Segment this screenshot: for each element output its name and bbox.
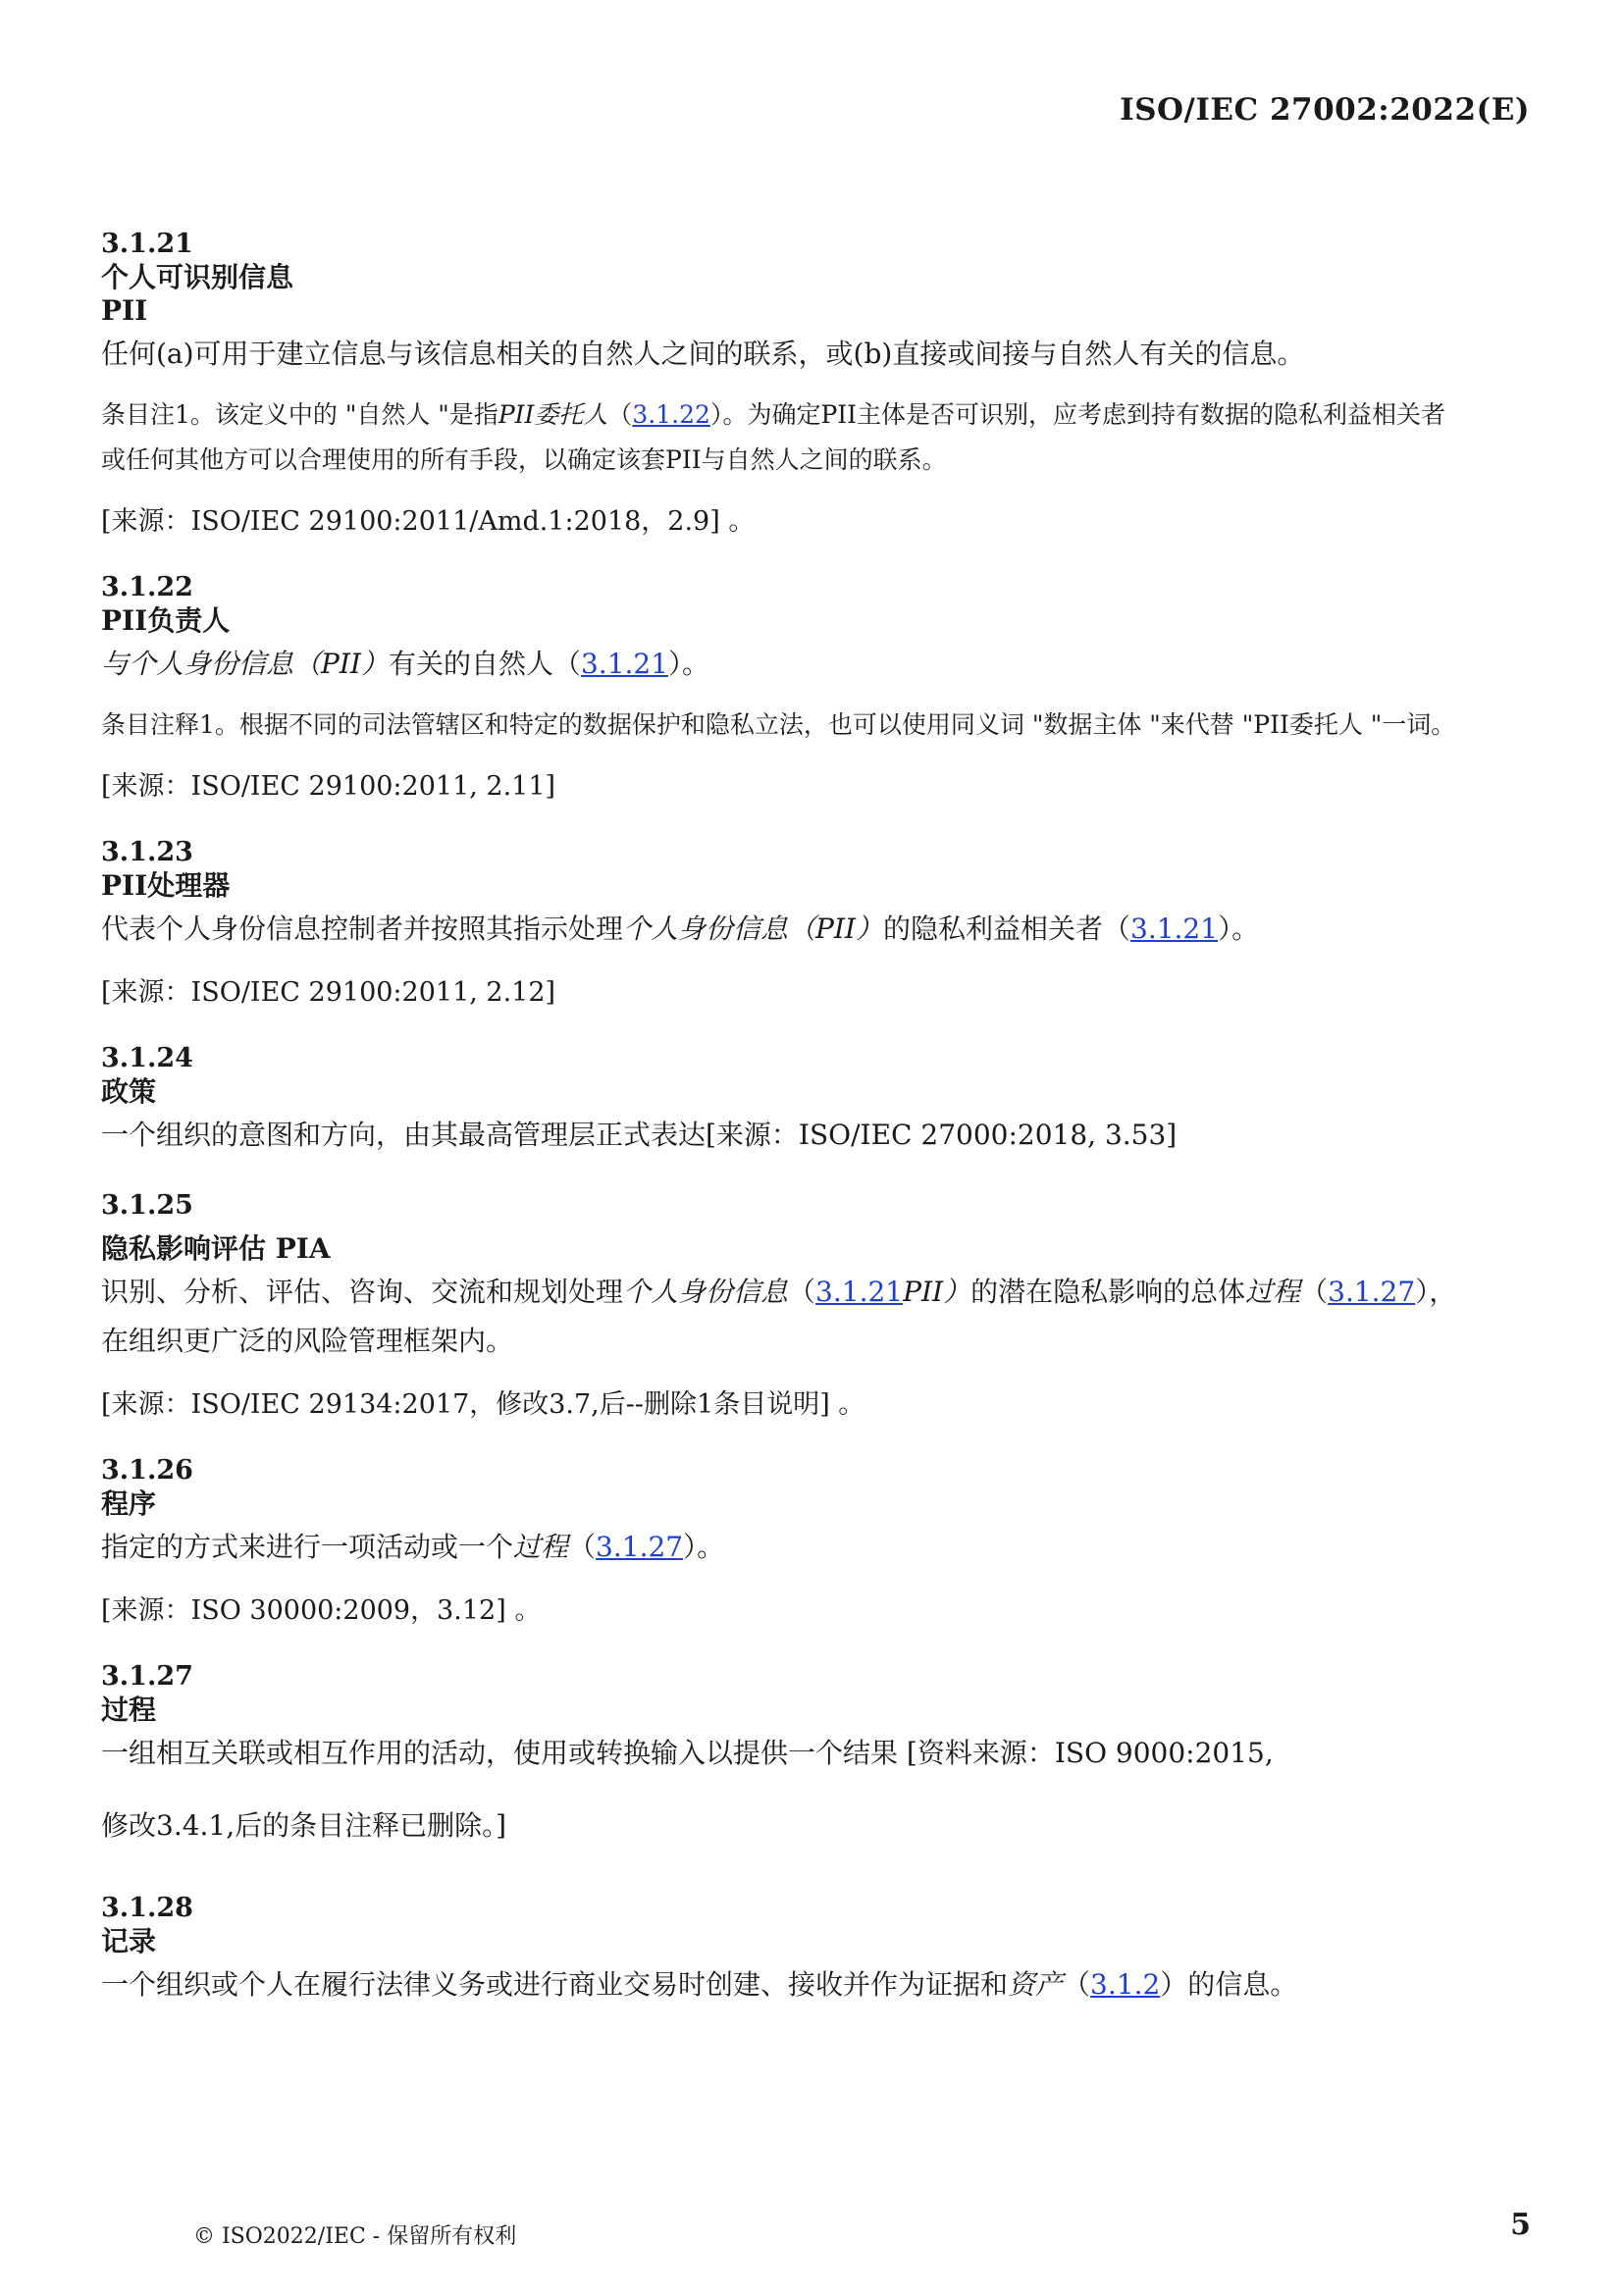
entry-3-1-27: [101, 1660, 1465, 1851]
def-term: PII）: [903, 1276, 971, 1308]
entry-note: 条目注释1。根据不同的司法管辖区和特定的数据保护和隐私立法，也可以使用同义词 "数据主体 "来代替 "PII委托人 "一词。: [101, 710, 1456, 739]
term-link[interactable]: 3.1.21: [580, 648, 669, 680]
entry-term: 程序: [101, 1487, 157, 1520]
entry-number: 3.1.23: [101, 837, 193, 867]
def-text: ）。: [683, 1531, 725, 1563]
entry-term: 个人可识别信息: [101, 261, 294, 293]
entry-3-1-26: [101, 1454, 1465, 1631]
entry-number: 3.1.28: [101, 1893, 193, 1923]
term-definitions: [101, 228, 1465, 2023]
term-link[interactable]: 3.1.27: [1328, 1276, 1416, 1308]
entry-number: 3.1.21: [101, 229, 193, 259]
entry-definition: [101, 905, 1465, 954]
term-link[interactable]: 3.1.22: [632, 400, 710, 429]
entry-term: PII负责人: [101, 604, 231, 637]
copyright-footer: © ISO2022/IEC - 保留所有权利: [193, 2224, 517, 2249]
entry-definition: [101, 1268, 1465, 1366]
def-text: （: [568, 1531, 597, 1563]
entry-source: [来源：ISO/IEC 29134:2017，修改3.7,后--删除1条目说明] 。: [101, 1389, 865, 1420]
def-term: 个人身份信息: [623, 1276, 789, 1308]
entry-definition: [101, 640, 1465, 689]
entry-definition: 一组相互关联或相互作用的活动，使用或转换输入以提供一个结果 [资料来源：ISO 9000:2015,: [101, 1737, 1274, 1769]
def-text: （: [1063, 1968, 1091, 2001]
entry-number: 3.1.22: [101, 572, 193, 602]
entry-3-1-24: [101, 1042, 1465, 1160]
entry-3-1-21: [101, 228, 1465, 542]
entry-term: 过程: [101, 1694, 157, 1726]
def-text: ）。: [1218, 913, 1260, 945]
entry-source: [来源：ISO 30000:2009，3.12] 。: [101, 1595, 542, 1626]
entry-number: 3.1.27: [101, 1661, 193, 1692]
def-text: 识别、分析、评估、咨询、交流和规划处理: [101, 1276, 624, 1308]
entry-3-1-25: [101, 1189, 1465, 1425]
term-link[interactable]: 3.1.21: [815, 1276, 904, 1308]
entry-term: 记录: [101, 1925, 157, 1957]
entry-number: 3.1.25: [101, 1190, 193, 1221]
document-id-header: ISO/IEC 27002:2022(E): [1120, 92, 1530, 128]
def-term: 资产: [1008, 1968, 1064, 2001]
entry-number: 3.1.26: [101, 1455, 193, 1486]
def-text: 的潜在隐私影响的总体: [970, 1276, 1246, 1308]
term-link[interactable]: 3.1.27: [596, 1531, 684, 1563]
term-link[interactable]: 3.1.21: [1130, 913, 1219, 945]
def-term: 与个人身份信息（PII）: [101, 648, 389, 680]
def-text: ），在组织更广泛的风险管理框架内。: [101, 1276, 1457, 1357]
note-term: PII委托人: [498, 400, 608, 429]
def-term: 过程: [513, 1531, 569, 1563]
def-text: 代表个人身份信息控制者并按照其指示处理: [101, 913, 624, 945]
entry-definition-cont: 修改3.4.1,后的条目注释已删除。]: [101, 1809, 507, 1842]
entry-term: 政策: [101, 1075, 157, 1108]
entry-abbreviation: PII: [101, 294, 148, 327]
term-link[interactable]: 3.1.2: [1090, 1968, 1161, 2001]
def-text: 指定的方式来进行一项活动或一个: [101, 1531, 514, 1563]
entry-definition: 任何(a)可用于建立信息与该信息相关的自然人之间的联系，或(b)直接或间接与自然人有关的信息。: [101, 338, 1305, 370]
entry-3-1-22: [101, 571, 1465, 807]
def-term: 个人身份信息（PII）: [623, 913, 883, 945]
def-term: 过程: [1245, 1276, 1301, 1308]
entry-3-1-28: [101, 1892, 1465, 2009]
entry-source: [来源：ISO/IEC 29100:2011, 2.12]: [101, 977, 556, 1008]
entry-source: [来源：ISO/IEC 29100:2011, 2.11]: [101, 771, 556, 802]
note-text: 条目注1。该定义中的 "自然人 "是指: [101, 400, 498, 429]
note-text: ）。为确定PII主体是否可识别，应考虑到持有数据的隐私利益相关者或任何其他方可以合理使用的所有手段，以确定该套PII与自然人之间的联系。: [101, 400, 1446, 474]
def-text: ）。: [668, 648, 710, 680]
entry-note: [101, 392, 1465, 483]
entry-number: 3.1.24: [101, 1043, 193, 1073]
def-text: （: [788, 1276, 816, 1308]
entry-definition: [101, 1960, 1465, 2009]
def-text: ）的信息。: [1160, 1968, 1298, 2001]
entry-3-1-23: [101, 836, 1465, 1013]
def-text: （: [1300, 1276, 1329, 1308]
def-text: 一个组织或个人在履行法律义务或进行商业交易时创建、接收并作为证据和: [101, 1968, 1009, 2001]
entry-definition: [101, 1523, 1465, 1572]
note-paren: （: [607, 400, 633, 429]
page-number: 5: [1510, 2208, 1531, 2242]
def-text: 有关的自然人（: [388, 648, 581, 680]
entry-source: [来源：ISO/IEC 29100:2011/Amd.1:2018，2.9] 。: [101, 506, 756, 537]
def-text: 的隐私利益相关者（: [882, 913, 1130, 945]
entry-term: 隐私影响评估 PIA: [101, 1232, 331, 1265]
entry-definition: 一个组织的意图和方向，由其最高管理层正式表达[来源：ISO/IEC 27000:2018, 3.53]: [101, 1119, 1178, 1151]
entry-term: PII处理器: [101, 869, 231, 902]
